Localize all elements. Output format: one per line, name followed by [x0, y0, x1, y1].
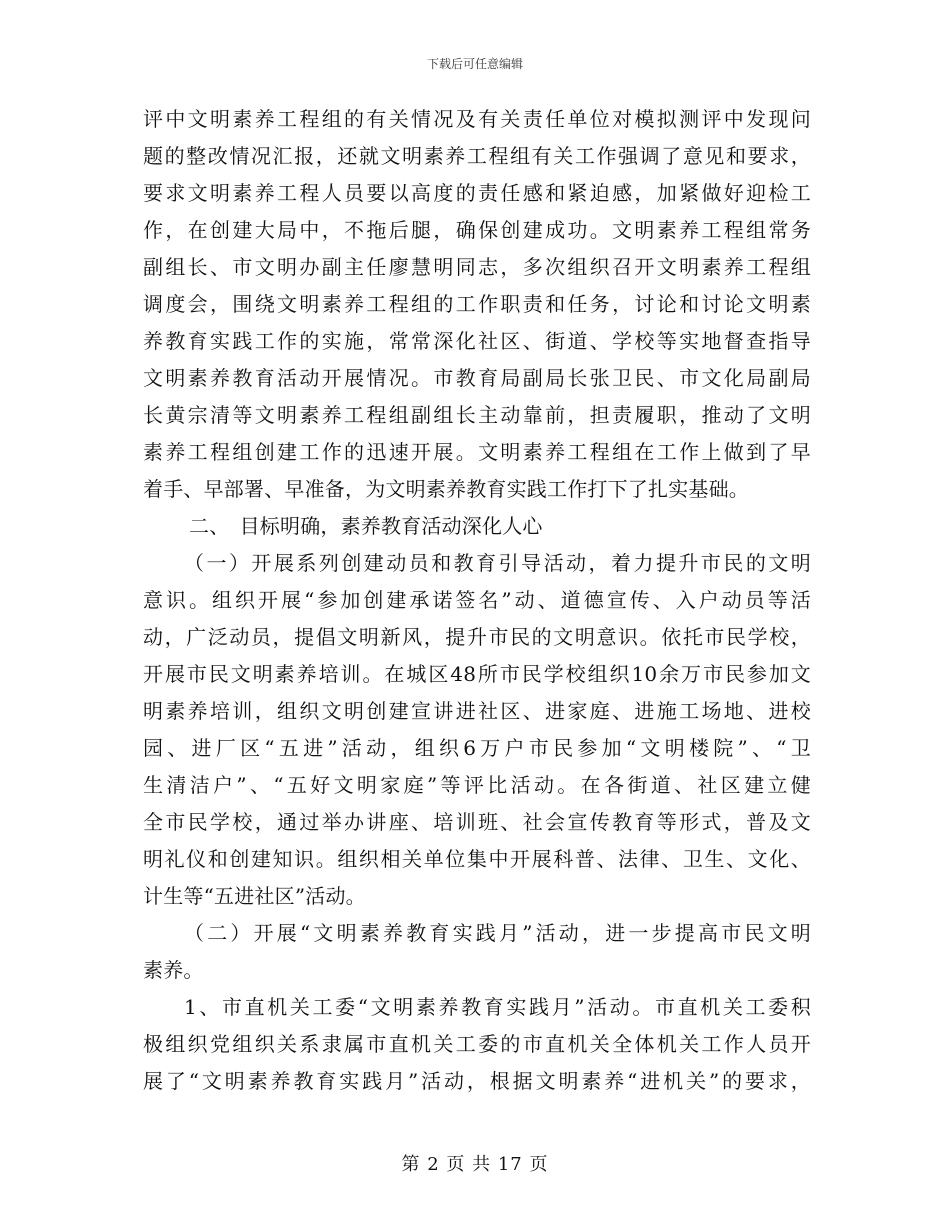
text-line: 要求文明素养工程人员要以高度的责任感和紧迫感，加紧做好迎检工 [143, 181, 811, 205]
text-line: （一）开展系列创建动员和教育引导活动，着力提升市民的文明 [184, 551, 811, 575]
text-line: 生清洁户”、“五好文明家庭”等评比活动。在各街道、社区建立健 [143, 773, 811, 797]
text-line: 题的整改情况汇报，还就文明素养工程组有关工作强调了意见和要求， [143, 144, 811, 168]
section-heading: 二、 目标明确，素养教育活动深化人心 [189, 514, 543, 538]
text-line: 素养。 [143, 958, 204, 982]
text-line: 评中文明素养工程组的有关情况及有关责任单位对模拟测评中发现问 [143, 107, 811, 131]
text-line: 长黄宗清等文明素养工程组副组长主动靠前，担责履职，推动了文明 [143, 403, 811, 427]
text-line: 养教育实践工作的实施，常常深化社区、街道、学校等实地督查指导 [143, 329, 811, 353]
text-line: 园、进厂区“五进”活动，组织6万户市民参加“文明楼院”、“卫 [143, 736, 811, 760]
text-line: 调度会，围绕文明素养工程组的工作职责和任务，讨论和讨论文明素 [143, 292, 811, 316]
text-line: 全市民学校，通过举办讲座、培训班、社会宣传教育等形式，普及文 [143, 810, 811, 834]
text-line: 计生等“五进社区”活动。 [143, 884, 366, 908]
text-line: 着手、早部署、早准备，为文明素养教育实践工作打下了扎实基础。 [143, 477, 749, 501]
page-header: 下载后可任意编辑 [426, 57, 523, 71]
text-line: 明礼仪和创建知识。组织相关单位集中开展科普、法律、卫生、文化、 [143, 847, 811, 871]
text-line: 文明素养教育活动开展情况。市教育局副局长张卫民、市文化局副局 [143, 366, 811, 390]
text-line: 副组长、市文明办副主任廖慧明同志，多次组织召开文明素养工程组 [143, 255, 811, 279]
text-line: 开展市民文明素养培训。在城区48所市民学校组织10余万市民参加文 [143, 662, 811, 686]
text-line: 意识。组织开展“参加创建承诺签名”动、道德宣传、入户动员等活 [143, 588, 811, 612]
text-line: 1、市直机关工委“文明素养教育实践月”活动。市直机关工委积 [184, 995, 811, 1019]
text-line: 极组织党组织关系隶属市直机关工委的市直机关全体机关工作人员开 [143, 1032, 811, 1056]
text-line: 动，广泛动员，提倡文明新风，提升市民的文明意识。依托市民学校， [143, 625, 811, 649]
text-line: （二）开展“文明素养教育实践月”活动，进一步提高市民文明 [184, 921, 811, 945]
text-line: 素养工程组创建工作的迅速开展。文明素养工程组在工作上做到了早 [143, 440, 811, 464]
page-number: 第 2 页 共 17 页 [401, 1154, 549, 1175]
text-line: 作，在创建大局中，不拖后腿，确保创建成功。文明素养工程组常务 [143, 218, 811, 242]
document-body [143, 101, 811, 1100]
text-line: 明素养培训，组织文明创建宣讲进社区、进家庭、进施工场地、进校 [143, 699, 811, 723]
text-line: 展了“文明素养教育实践月”活动，根据文明素养“进机关”的要求， [143, 1069, 811, 1093]
